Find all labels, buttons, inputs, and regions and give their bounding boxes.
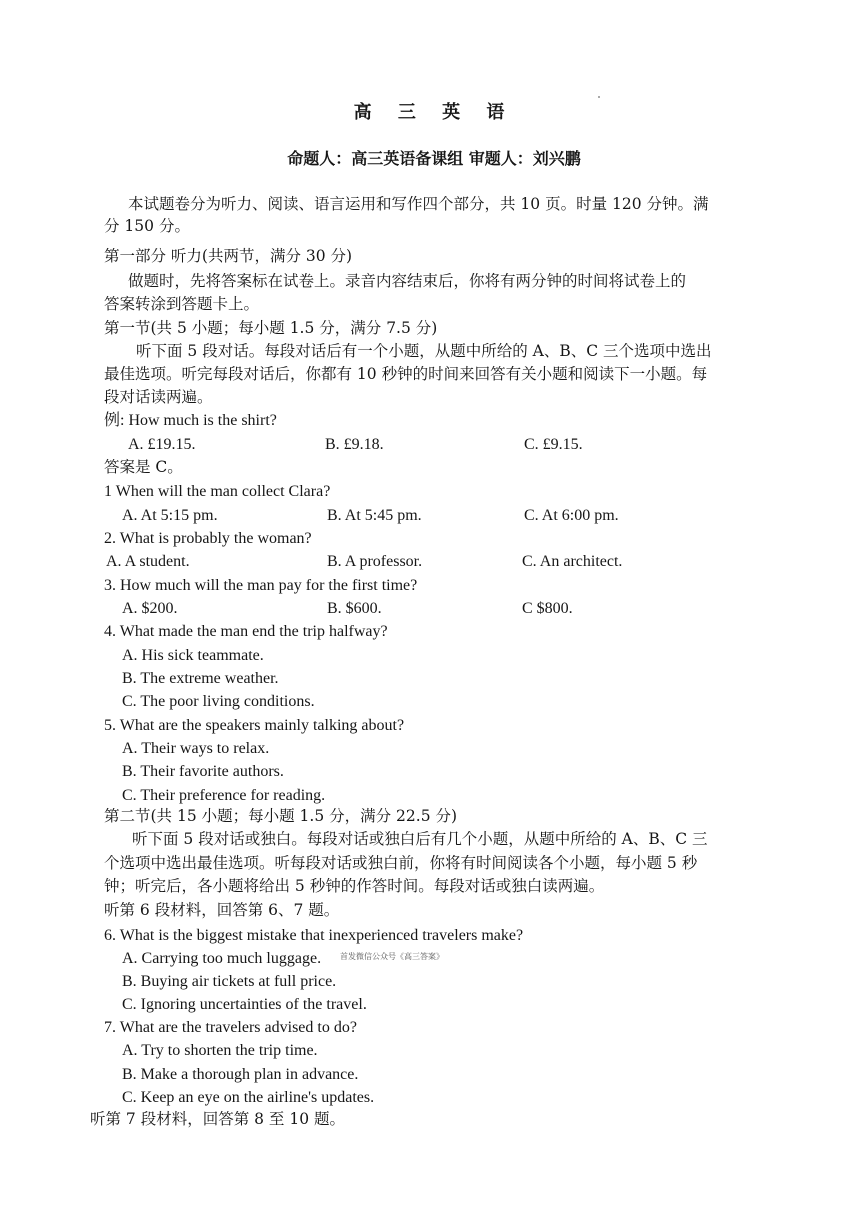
q3-option-a: A. $200. — [122, 600, 178, 617]
part1-heading: 第一部分 听力(共两节，满分 30 分) — [104, 247, 353, 265]
q4-option-a: A. His sick teammate. — [122, 647, 264, 664]
q6-option-c: C. Ignoring uncertainties of the travel. — [122, 996, 367, 1013]
q6-option-b: B. Buying air tickets at full price. — [122, 973, 337, 990]
part1-instr-2: 答案转涂到答题卡上。 — [104, 295, 260, 313]
section1-instr-3: 段对话读两遍。 — [104, 388, 213, 406]
question-7: 7. What are the travelers advised to do? — [104, 1019, 357, 1036]
section2-instr-1: 听下面 5 段对话或独白。每段对话或独白后有几个小题，从题中所给的 A、B、C 三 — [132, 830, 708, 848]
q3-option-b: B. $600. — [327, 600, 382, 617]
q4-option-b: B. The extreme weather. — [122, 670, 279, 687]
section2-instr-2: 个选项中选出最佳选项。听每段对话或独白前，你将有时间阅读各个小题，每小题 5 秒 — [104, 854, 698, 872]
section1-instr-1: 听下面 5 段对话。每段对话后有一个小题，从题中所给的 A、B、C 三个选项中选出 — [136, 342, 712, 360]
q5-option-b: B. Their favorite authors. — [122, 763, 284, 780]
q1-option-b: B. At 5:45 pm. — [327, 507, 422, 524]
question-3: 3. How much will the man pay for the first time? — [104, 577, 418, 594]
q6-option-a: A. Carrying too much luggage. — [122, 950, 322, 967]
example-question: 例: How much is the shirt? — [104, 412, 277, 429]
section2-instr-3: 钟；听完后，各小题将给出 5 秒钟的作答时间。每段对话或独白读两遍。 — [104, 877, 605, 895]
question-1: 1 When will the man collect Clara? — [104, 483, 331, 500]
section1-heading: 第一节(共 5 小题；每小题 1.5 分，满分 7.5 分) — [104, 319, 438, 337]
q5-option-c: C. Their preference for reading. — [122, 787, 326, 804]
question-2: 2. What is probably the woman? — [104, 530, 312, 547]
example-option-c: C. £9.15. — [524, 436, 583, 453]
question-5: 5. What are the speakers mainly talking about? — [104, 717, 405, 734]
authors-line: 命题人：高三英语备课组 审题人：刘兴鹏 — [287, 149, 581, 168]
section2-heading: 第二节(共 15 小题；每小题 1.5 分，满分 22.5 分) — [104, 807, 458, 825]
material-6-heading: 听第 6 段材料，回答第 6、7 题。 — [104, 901, 340, 919]
page-title: 高 三 英 语 — [353, 102, 515, 123]
intro-line-1: 本试题卷分为听力、阅读、语言运用和写作四个部分，共 10 页。时量 120 分钟。满 — [128, 195, 709, 213]
q1-option-a: A. At 5:15 pm. — [122, 507, 218, 524]
part1-instr-1: 做题时，先将答案标在试卷上。录音内容结束后，你将有两分钟的时间将试卷上的 — [128, 272, 687, 290]
q3-option-c: C $800. — [522, 600, 573, 617]
q7-option-c: C. Keep an eye on the airline's updates. — [122, 1089, 375, 1106]
section1-instr-2: 最佳选项。听完每段对话后，你都有 10 秒钟的时间来回答有关小题和阅读下一小题。每 — [104, 365, 708, 383]
watermark-text: 首发微信公众号《高三答案》 — [340, 952, 444, 961]
q2-option-a: A. A student. — [106, 553, 190, 570]
q2-option-c: C. An architect. — [522, 553, 623, 570]
question-6: 6. What is the biggest mistake that inexperienced travelers make? — [104, 927, 524, 944]
example-option-a: A. £19.15. — [128, 436, 196, 453]
example-option-b: B. £9.18. — [325, 436, 384, 453]
q4-option-c: C. The poor living conditions. — [122, 693, 315, 710]
q1-option-c: C. At 6:00 pm. — [524, 507, 619, 524]
question-4: 4. What made the man end the trip halfway? — [104, 623, 388, 640]
intro-line-2: 分 150 分。 — [104, 217, 190, 235]
q2-option-b: B. A professor. — [327, 553, 423, 570]
material-7-heading: 听第 7 段材料，回答第 8 至 10 题。 — [90, 1110, 346, 1128]
q5-option-a: A. Their ways to relax. — [122, 740, 270, 757]
q7-option-a: A. Try to shorten the trip time. — [122, 1042, 318, 1059]
example-answer: 答案是 C。 — [104, 458, 183, 476]
q7-option-b: B. Make a thorough plan in advance. — [122, 1066, 359, 1083]
